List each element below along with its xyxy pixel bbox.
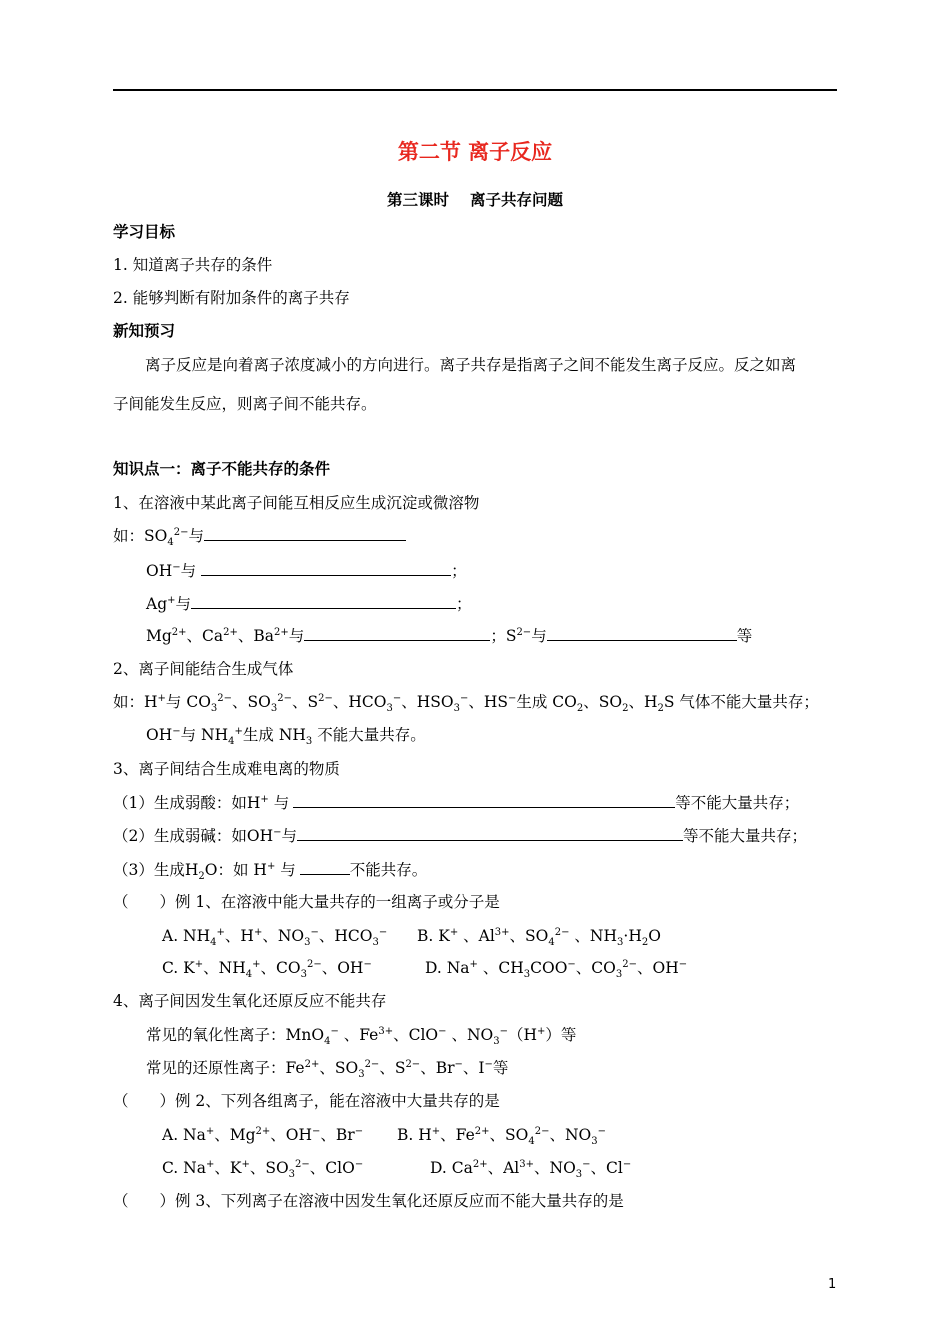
page-title: 第二节 离子反应	[397, 140, 553, 164]
section-preview: 新知预习	[113, 322, 176, 340]
ex1-option-c: C. K+、$NH_4^+$、$CO_3^{2-}$、OH−	[162, 958, 372, 981]
example-2: （ ）例 2、下列各组离子，能在溶液中大量共存的是	[113, 1092, 500, 1110]
preview-line-2: 子间能发生反应，则离子间不能共存。	[113, 395, 377, 413]
fill-oh: OH−与 ；	[146, 561, 467, 580]
ex2-option-d: D. $Ca^{2+}$、$Al^{3+}$、$NO_3^-$、Cl−	[430, 1158, 632, 1181]
knowledge-point-1: 知识点一：离子不能共存的条件	[113, 460, 331, 478]
example-3: （ ）例 3、下列离子在溶液中因发生氧化还原反应而不能大量共存的是	[113, 1192, 624, 1210]
oxidizing-ions: 常见的氧化性离子：MnO$_4$− 、$Fe^{3+}$、ClO− 、$NO_3^-(H^+)$等	[146, 1025, 577, 1048]
gas-line-2: OH−与 $NH_4^+$生成 $NH_3$ 不能大量共存。	[146, 725, 426, 748]
goal-2: 2. 能够判断有附加条件的离子共存	[113, 289, 350, 307]
fill-ag: Ag+与 ；	[146, 594, 472, 613]
goal-1: 1. 知道离子共存的条件	[113, 256, 273, 274]
ex1-option-b: B. K+ 、$Al^{3+}$、$SO_4^{2-}$ 、$NH_3\cdot H_2O$	[417, 926, 661, 949]
example-1: （ ）例 1、在溶液中能大量共存的一组离子或分子是	[113, 893, 500, 911]
reducing-ions: 常见的还原性离子：$Fe^{2+}$、$SO_3^{2-}$、$S^{2-}$、Br−、I−等	[146, 1058, 509, 1081]
water-line: （3）生成$H_2O$：如 H+ 与 不能共存。	[113, 860, 428, 883]
condition-1: 1、在溶液中某此离子间能互相反应生成沉淀或微溶物	[113, 494, 480, 512]
fill-mg-ca-ba-s: $Mg^{2+}$、$Ca^{2+}$、$Ba^{2+}$与 ；$S^{2-}$与 等	[146, 626, 753, 645]
header-rule	[113, 89, 837, 91]
ex1-option-d: D. Na+ 、$CH_3COO^-$、$CO_3^{2-}$、OH−	[425, 958, 688, 981]
ex2-option-c: C. Na+、K+、$SO_3^{2-}$、ClO−	[162, 1158, 364, 1181]
condition-3: 3、离子间结合生成难电离的物质	[113, 760, 340, 778]
condition-4: 4、离子间因发生氧化还原反应不能共存	[113, 992, 387, 1010]
page-number: 1	[828, 1277, 837, 1292]
condition-2: 2、离子间能结合生成气体	[113, 660, 294, 678]
gas-line-1: 如：H+与 $CO_3^{2-}$、$SO_3^{2-}$、$S^{2-}$、$HCO_3^-$、$HSO_3^-$、HS−生成 $CO_2$、$SO_2$、$H_2S$ 气体不能大量共存；	[113, 692, 819, 715]
fill-so4: 如：$SO_4^{2-}$与	[113, 525, 406, 546]
ex1-option-a: A. $NH_4^+$、H+、$NO_3^-$、$HCO_3^-$	[162, 926, 388, 949]
ex2-option-a: A. Na+、$Mg^{2+}$、OH−、Br−	[162, 1125, 364, 1144]
ex2-option-b: B. H+、$Fe^{2+}$、$SO_4^{2-}$、$NO_3^-$	[397, 1125, 606, 1148]
weak-acid-line: （1）生成弱酸：如H+ 与 等不能大量共存；	[113, 793, 800, 812]
weak-base-line: （2）生成弱碱：如OH−与 等不能大量共存；	[113, 826, 808, 845]
section-goals: 学习目标	[113, 223, 176, 241]
preview-line-1: 离子反应是向着离子浓度减小的方向进行。离子共存是指离子之间不能发生离子反应。反之如离	[145, 356, 797, 374]
page-subtitle: 第三课时 离子共存问题	[387, 191, 563, 209]
